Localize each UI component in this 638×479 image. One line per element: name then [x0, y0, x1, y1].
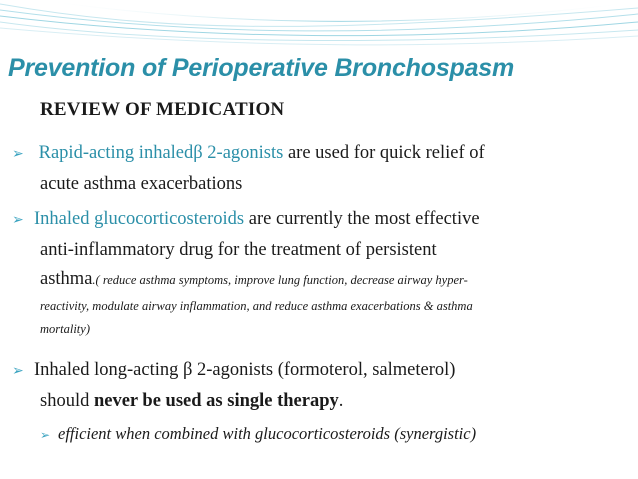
bullet-rapid-acting	[12, 138, 612, 199]
bullet1-text-b: acute asthma exacerbations	[40, 174, 243, 194]
bullet2-note-a: .( reduce asthma symptoms, improve lung function, decrease airway hyper-	[92, 273, 468, 287]
bullet3-text-b-pre: should	[40, 391, 94, 411]
arrow-bullet-icon: ➢	[40, 428, 51, 442]
arrow-bullet-icon: ➢	[12, 212, 24, 228]
bullet2-note-b: reactivity, modulate airway inflammation, and reduce asthma exacerbations & asthma	[40, 299, 473, 313]
slide-title: Prevention of Perioperative Bronchospasm	[8, 54, 515, 82]
bullet-glucocorticosteroids	[12, 204, 612, 340]
bullet3-text-a: Inhaled long-acting β 2-agonists (formoterol, salmeterol)	[34, 360, 456, 380]
section-subheading: REVIEW OF MEDICATION	[40, 99, 285, 120]
sub-bullet-synergistic	[40, 424, 476, 444]
bullet1-text-a: are used for quick relief of	[283, 143, 485, 163]
bullet3-text-b-strong: never be used as single therapy	[93, 391, 339, 411]
bullet2-text-a: are currently the most effective	[244, 209, 480, 229]
bullet2-highlight: Inhaled glucocorticosteroids	[34, 209, 245, 229]
arrow-bullet-icon: ➢	[12, 146, 24, 162]
bullet-long-acting	[12, 355, 612, 416]
sub-bullet-text: efficient when combined with glucocorticosteroids (synergistic)	[58, 424, 477, 443]
bullet3-text-b-post: .	[338, 391, 344, 411]
bullet1-highlight: Rapid-acting inhaledβ 2-agonists	[38, 143, 284, 163]
bullet2-text-c: asthma	[40, 269, 93, 289]
bullet2-note-c: mortality)	[40, 322, 90, 336]
decorative-header-band	[0, 0, 638, 52]
arrow-bullet-icon: ➢	[12, 363, 24, 379]
bullet2-text-b: anti-inflammatory drug for the treatment of persistent	[40, 240, 437, 260]
